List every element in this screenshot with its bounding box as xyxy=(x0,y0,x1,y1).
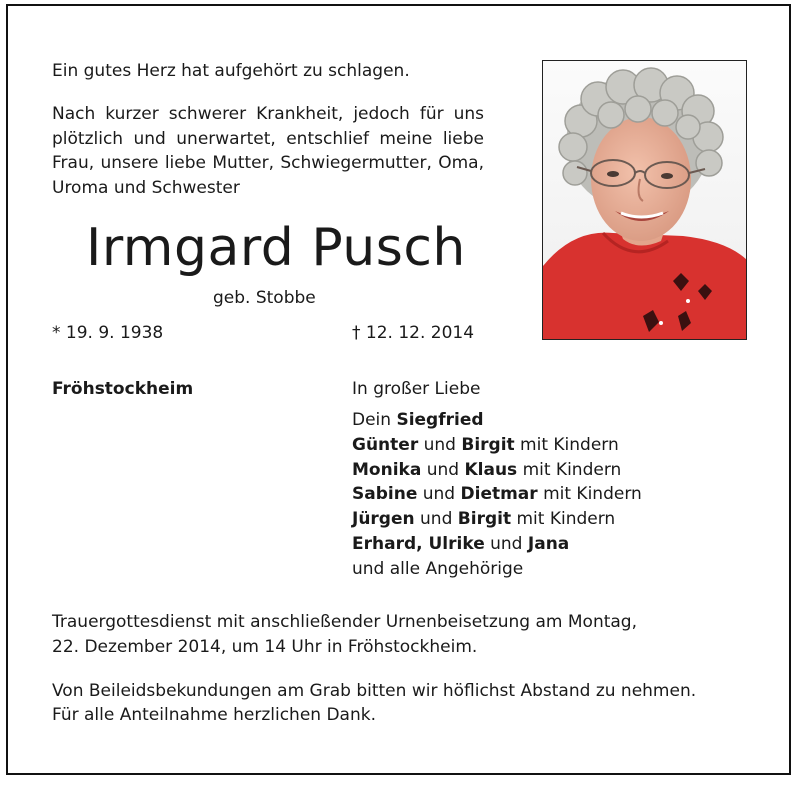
mourner-name: Sabine xyxy=(352,484,418,505)
service-line-2: 22. Dezember 2014, um 14 Uhr in Fröhstockheim. xyxy=(52,637,478,657)
mourner-line xyxy=(352,458,642,483)
mourner-line xyxy=(352,408,642,433)
location: Fröhstockheim xyxy=(52,379,194,399)
mourner-text: mit Kindern xyxy=(517,459,622,480)
mourner-name: Jürgen xyxy=(352,509,415,530)
mourner-text: und xyxy=(418,434,462,455)
portrait-image xyxy=(543,61,747,340)
deceased-name: Irmgard Pusch xyxy=(86,218,466,278)
mourner-name: Monika xyxy=(352,459,422,480)
mourner-name: Erhard, Ulrike xyxy=(352,533,485,554)
mourner-name: Dietmar xyxy=(460,484,538,505)
closing-line-1: Von Beileidsbekundungen am Grab bitten wir höflichst Abstand zu nehmen. xyxy=(52,681,697,701)
closing-line-2: Für alle Anteilnahme herzlichen Dank. xyxy=(52,705,376,725)
mourner-name: Günter xyxy=(352,434,419,455)
mourner-name: Klaus xyxy=(464,459,518,480)
portrait-photo xyxy=(542,60,747,340)
mourner-name: Jana xyxy=(527,533,570,554)
mourners-list xyxy=(352,408,642,582)
mourner-text: mit Kindern xyxy=(514,434,619,455)
mourner-line xyxy=(352,532,642,557)
mourner-name: Birgit xyxy=(461,434,515,455)
mourner-name: Birgit xyxy=(457,509,512,530)
intro-paragraph: Nach kurzer schwerer Krankheit, jedoch für uns plötzlich und unerwartet, entschlief meine liebe Frau, unsere liebe Mutter, Schwiegermutter, Oma, Uroma und Schwester xyxy=(52,104,484,198)
mourner-text: mit Kindern xyxy=(511,509,616,530)
intro-line: Ein gutes Herz hat aufgehört zu schlagen. xyxy=(52,61,410,81)
death-date: † 12. 12. 2014 xyxy=(352,323,475,343)
service-line-1: Trauergottesdienst mit anschließender Urnenbeisetzung am Montag, xyxy=(52,612,638,632)
mourner-text: mit Kindern xyxy=(537,484,642,505)
mourner-name: Siegfried xyxy=(396,410,484,430)
mourner-text: und xyxy=(414,509,458,530)
mourner-text: und xyxy=(421,459,465,480)
mourner-line xyxy=(352,557,642,582)
mourner-line xyxy=(352,482,642,507)
maiden-name: geb. Stobbe xyxy=(213,288,316,308)
mourner-line xyxy=(352,433,642,458)
mourners-heading: In großer Liebe xyxy=(352,379,481,399)
mourner-text: und xyxy=(484,533,528,554)
mourner-text: und xyxy=(417,484,461,505)
mourner-text: Dein xyxy=(352,410,397,430)
mourner-line xyxy=(352,507,642,532)
birth-date: * 19. 9. 1938 xyxy=(52,323,164,343)
mourner-text: und alle Angehörige xyxy=(352,558,524,579)
